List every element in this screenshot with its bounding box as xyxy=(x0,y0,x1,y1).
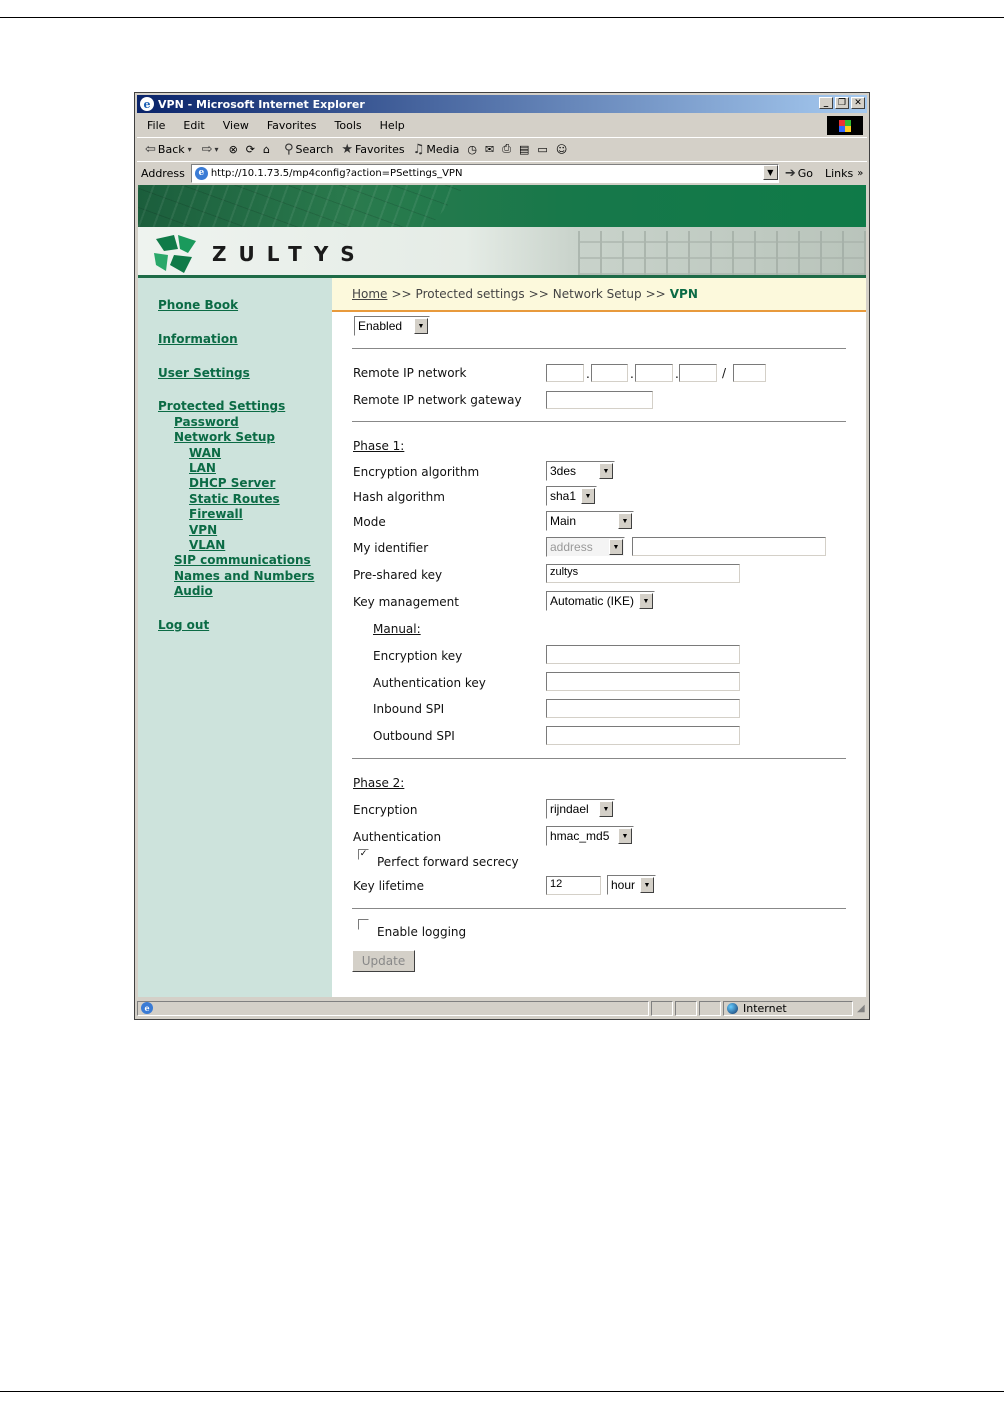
enable-logging-label: Enable logging xyxy=(377,925,467,939)
nav-network-setup[interactable]: Network Setup xyxy=(174,430,275,444)
breadcrumb-protected: Protected settings xyxy=(415,287,525,301)
nav-phone-book[interactable]: Phone Book xyxy=(158,298,239,312)
enable-logging-checkbox[interactable] xyxy=(358,919,369,930)
remote-ip-network-label: Remote IP network xyxy=(353,366,467,380)
media-icon: ♫ xyxy=(412,141,425,157)
print-icon[interactable]: ⎙ xyxy=(502,142,512,155)
go-button[interactable]: ➔ Go xyxy=(784,165,813,181)
breadcrumb: Home >> Protected settings >> Network Setup >> VPN xyxy=(332,278,866,312)
address-url: http://10.1.73.5/mp4config?action=PSettings_VPN xyxy=(210,167,463,179)
menu-edit[interactable]: Edit xyxy=(183,118,205,132)
breadcrumb-network: Network Setup xyxy=(552,287,642,301)
remote-ip-octet-3[interactable] xyxy=(635,364,673,382)
encryption-select[interactable]: rijndael ▼ xyxy=(546,799,615,819)
main-content: Home >> Protected settings >> Network Setup >> VPN Enabled ▼ Remote IP network . . . / Remote IP network gateway Phase 1: Encryption algorithm 3des ▼ Hash algorithm sha1 ▼ Mode Main ▼ My identifier address ▼ Pre-shared key zultys Key management Automatic (IKE) ▼ Manual: Encryption key Authentication key Inbound SPI Outbound SPI Phase 2: Encryption rijndael ▼ Authentication hmac_md5 ▼ ✓ Perfect forward secrecy Key lifetime 12 hour ▼ Enable logging Update xyxy=(332,278,866,997)
authentication-select[interactable]: hmac_md5 ▼ xyxy=(546,826,634,846)
go-arrow-icon: ➔ xyxy=(784,165,796,181)
authentication-key-input[interactable] xyxy=(546,672,740,691)
refresh-icon[interactable]: ⟳ xyxy=(245,142,255,156)
nav-sip-communications[interactable]: SIP communications xyxy=(174,553,311,567)
update-button[interactable]: Update xyxy=(352,950,415,972)
menu-help[interactable]: Help xyxy=(379,118,405,132)
hash-algorithm-label: Hash algorithm xyxy=(353,490,445,504)
zultys-logo-icon xyxy=(154,235,198,273)
address-input[interactable] xyxy=(191,164,779,183)
chevron-down-icon: ▼ xyxy=(599,801,613,817)
authentication-label: Authentication xyxy=(353,830,442,844)
windows-logo-icon xyxy=(827,116,863,135)
menu-favorites[interactable]: Favorites xyxy=(266,118,317,132)
forward-arrow-icon: ⇨ xyxy=(201,141,213,157)
my-identifier-input[interactable] xyxy=(632,537,826,556)
favorites-icon: ★ xyxy=(341,141,353,157)
chevron-down-icon: ▼ xyxy=(609,539,623,555)
key-management-select[interactable]: Automatic (IKE) ▼ xyxy=(546,591,655,611)
hash-algorithm-select[interactable]: sha1 ▼ xyxy=(546,486,597,506)
brand-name: ZULTYS xyxy=(212,242,367,266)
outbound-spi-label: Outbound SPI xyxy=(373,729,455,743)
toolbar xyxy=(137,137,867,160)
nav-wan[interactable]: WAN xyxy=(189,446,222,460)
remote-ip-octet-4[interactable] xyxy=(679,364,717,382)
menu-view[interactable]: View xyxy=(222,118,249,132)
encryption-key-label: Encryption key xyxy=(373,649,463,663)
history-icon[interactable]: ◷ xyxy=(467,142,477,156)
browser-window xyxy=(134,92,870,1020)
home-icon[interactable]: ⌂ xyxy=(263,142,270,156)
pfs-label: Perfect forward secrecy xyxy=(377,855,519,869)
encryption-algorithm-label: Encryption algorithm xyxy=(353,465,480,479)
stop-icon[interactable]: ⊗ xyxy=(228,142,238,156)
chevron-down-icon: ▼ xyxy=(618,513,632,529)
nav-protected-settings[interactable]: Protected Settings xyxy=(158,399,286,413)
sidebar xyxy=(138,278,332,997)
key-management-label: Key management xyxy=(353,595,459,609)
search-icon: ⚲ xyxy=(283,141,294,157)
key-lifetime-unit-select[interactable]: hour ▼ xyxy=(607,875,656,895)
encryption-algorithm-select[interactable]: 3des ▼ xyxy=(546,461,615,481)
mode-label: Mode xyxy=(353,515,386,529)
back-button[interactable]: ⇦ Back ▾ xyxy=(145,141,192,157)
chevron-down-icon: ▼ xyxy=(618,828,632,844)
menu-file[interactable]: File xyxy=(147,118,166,132)
messenger-icon[interactable]: ☺ xyxy=(555,142,568,156)
window-title: VPN - Microsoft Internet Explorer xyxy=(158,97,365,111)
my-identifier-label: My identifier xyxy=(353,541,429,555)
pre-shared-key-label: Pre-shared key xyxy=(353,568,443,582)
status-message xyxy=(137,1001,649,1016)
remote-ip-octet-2[interactable] xyxy=(591,364,628,382)
forward-dropdown-icon: ▾ xyxy=(214,144,219,154)
remote-ip-gateway-input[interactable] xyxy=(546,391,653,409)
encryption-key-input[interactable] xyxy=(546,645,740,664)
nav-static-routes[interactable]: Static Routes xyxy=(189,492,280,506)
address-label: Address xyxy=(141,166,185,180)
key-lifetime-label: Key lifetime xyxy=(353,879,424,893)
forward-button[interactable] xyxy=(202,142,221,157)
ie-icon: e xyxy=(140,97,154,111)
chevron-down-icon: ▼ xyxy=(640,877,654,893)
chevron-right-icon: » xyxy=(857,167,864,179)
close-button[interactable]: ✕ xyxy=(851,97,865,109)
back-dropdown-icon: ▾ xyxy=(187,144,192,154)
status-bar xyxy=(137,999,867,1017)
mask-slash: / xyxy=(722,366,727,380)
divider xyxy=(352,421,846,422)
breadcrumb-current: VPN xyxy=(669,287,698,301)
phase1-heading: Phase 1: xyxy=(353,439,405,453)
discuss-icon[interactable]: ▭ xyxy=(537,142,548,156)
nav-firewall[interactable]: Firewall xyxy=(189,507,243,521)
favorites-button[interactable]: ★ Favorites xyxy=(341,141,405,157)
nav-log-out[interactable]: Log out xyxy=(158,618,210,632)
nav-information[interactable]: Information xyxy=(158,332,238,346)
address-dropdown-icon[interactable]: ▼ xyxy=(763,165,778,180)
outbound-spi-input[interactable] xyxy=(546,726,740,745)
manual-heading: Manual: xyxy=(373,622,421,636)
search-button[interactable]: ⚲ Search xyxy=(283,141,334,157)
phase2-heading: Phase 2: xyxy=(353,776,405,790)
title-bar xyxy=(137,95,867,113)
globe-icon xyxy=(727,1003,738,1014)
edit-icon[interactable]: ▤ xyxy=(519,142,530,156)
zone-indicator: Internet xyxy=(723,1001,853,1016)
authentication-key-label: Authentication key xyxy=(373,676,486,690)
key-lifetime-input[interactable]: 12 xyxy=(546,876,601,895)
restore-button[interactable]: ❐ xyxy=(835,97,849,109)
chevron-down-icon: ▼ xyxy=(581,488,595,504)
remote-ip-gateway-label: Remote IP network gateway xyxy=(353,393,522,407)
address-bar xyxy=(137,161,867,184)
chevron-down-icon: ▼ xyxy=(599,463,613,479)
resize-grip-icon[interactable]: ◢ xyxy=(857,1002,865,1014)
page-bottom-rule xyxy=(0,1391,1004,1392)
chevron-down-icon: ▼ xyxy=(639,593,653,609)
inbound-spi-input[interactable] xyxy=(546,699,740,718)
zultys-logo xyxy=(154,235,367,273)
nav-audio[interactable]: Audio xyxy=(174,584,213,598)
web-viewport xyxy=(138,185,866,997)
nav-vlan[interactable]: VLAN xyxy=(189,538,226,552)
menu-bar xyxy=(137,115,867,135)
divider xyxy=(352,908,846,909)
menu-tools[interactable]: Tools xyxy=(334,118,362,132)
pre-shared-key-input[interactable]: zultys xyxy=(546,564,740,583)
inbound-spi-label: Inbound SPI xyxy=(373,702,445,716)
nav-lan[interactable]: LAN xyxy=(189,461,216,475)
page-status-icon: e xyxy=(141,1002,153,1014)
minimize-button[interactable]: _ xyxy=(819,97,833,109)
page-icon: e xyxy=(195,167,208,180)
links-button[interactable]: Links » xyxy=(824,166,864,180)
breadcrumb-home[interactable]: Home xyxy=(352,287,388,301)
mode-select[interactable]: Main ▼ xyxy=(546,511,634,531)
remote-ip-mask[interactable] xyxy=(733,364,766,382)
page-top-rule xyxy=(0,17,1004,18)
nav-vpn[interactable]: VPN xyxy=(189,523,218,537)
nav-user-settings[interactable]: User Settings xyxy=(158,366,250,380)
back-arrow-icon: ⇦ xyxy=(145,141,156,157)
nav-names-and-numbers[interactable]: Names and Numbers xyxy=(174,569,315,583)
chevron-down-icon: ▼ xyxy=(414,318,428,334)
header-banner xyxy=(138,185,866,277)
nav-password[interactable]: Password xyxy=(174,415,239,429)
encryption-label: Encryption xyxy=(353,803,418,817)
media-button[interactable]: ♫ Media xyxy=(412,141,460,157)
divider xyxy=(352,758,846,759)
pfs-checkbox[interactable]: ✓ xyxy=(359,849,368,859)
my-identifier-type-select[interactable]: address ▼ xyxy=(546,537,625,557)
nav-dhcp-server[interactable]: DHCP Server xyxy=(189,476,276,490)
divider xyxy=(352,348,846,349)
mail-icon[interactable]: ✉ xyxy=(484,142,495,156)
remote-ip-octet-1[interactable] xyxy=(546,364,584,382)
vpn-state-select[interactable]: Enabled ▼ xyxy=(354,316,430,336)
